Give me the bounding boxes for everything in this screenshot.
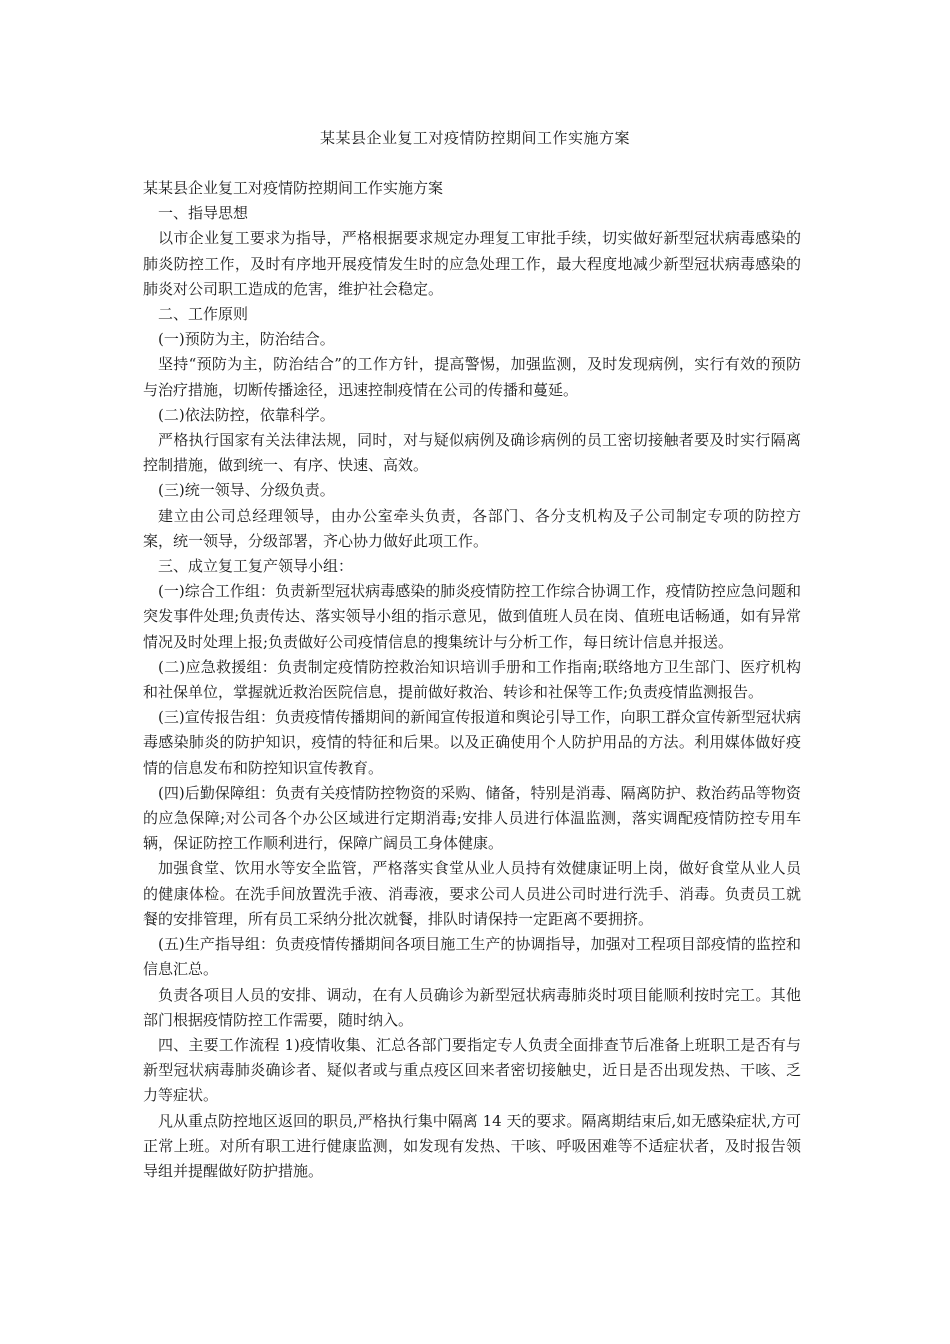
document-paragraph: 建立由公司总经理领导，由办公室牵头负责，各部门、各分支机构及子公司制定专项的防控方案，统一领导，分级部署，齐心协力做好此项工作。	[143, 506, 801, 550]
document-paragraph: 二、工作原则	[158, 305, 249, 324]
document-paragraph: (二)应急救援组：负责制定疫情防控救治知识培训手册和工作指南;联络地方卫生部门、医疗机构和社保单位，掌握就近救治医院信息，提前做好救治、转诊和社保等工作;负责疫情监测报告。	[143, 657, 801, 702]
document-body	[143, 176, 801, 1184]
document-paragraph: 严格执行国家有关法律法规，同时，对与疑似病例及确诊病例的员工密切接触者要及时实行隔离控制措施，做到统一、有序、快速、高效。	[143, 431, 801, 475]
document-paragraph: 加强食堂、饮用水等安全监管，严格落实食堂从业人员持有效健康证明上岗，做好食堂从业人员的健康体检。在洗手间放置洗手液、消毒液，要求公司人员进公司时进行洗手、消毒。负责员工就餐的安排管理，所有员工采纳分批次就餐，排队时请保持一定距离不要拥挤。	[143, 859, 801, 928]
document-paragraph: (三)宣传报告组：负责疫情传播期间的新闻宣传报道和舆论引导工作，向职工群众宣传新型冠状病毒感染肺炎的防护知识，疫情的特征和后果。以及正确使用个人防护用品的方法。利用媒体做好疫情的信息发布和防控知识宣传教育。	[143, 708, 801, 777]
document-paragraph: (五)生产指导组：负责疫情传播期间各项目施工生产的协调指导，加强对工程项目部疫情的监控和信息汇总。	[143, 935, 801, 979]
document-paragraph: 一、指导思想	[158, 204, 249, 223]
document-paragraph: 凡从重点防控地区返回的职员,严格执行集中隔离 14 天的要求。隔离期结束后,如无感染症状,方可正常上班。对所有职工进行健康监测，如发现有发热、干咳、呼吸困难等不适症状者，及时报告领导组并提醒做好防护措施。	[143, 1111, 801, 1180]
document-title: 某某县企业复工对疫情防控期间工作实施方案	[319, 129, 630, 147]
document-paragraph: 三、成立复工复产领导小组：	[158, 557, 354, 576]
document-paragraph: 坚持“预防为主，防治结合”的工作方针，提高警惕，加强监测，及时发现病例，实行有效的预防与治疗措施，切断传播途径，迅速控制疫情在公司的传播和蔓延。	[143, 355, 801, 399]
document-paragraph: (三)统一领导、分级负责。	[158, 481, 335, 500]
document-paragraph: (四)后勤保障组：负责有关疫情防控物资的采购、储备，特别是消毒、隔离防护、救治药品等物资的应急保障;对公司各个办公区域进行定期消毒;安排人员进行体温监测，落实调配疫情防控专用车辆，保证防控工作顺利进行，保障广阔员工身体健康。	[143, 783, 801, 853]
document-paragraph: 四、主要工作流程 1)疫情收集、汇总各部门要指定专人负责全面排查节后准备上班职工是否有与新型冠状病毒肺炎确诊者、疑似者或与重点疫区回来者密切接触史，近日是否出现发热、干咳、乏力等症状。	[143, 1035, 801, 1105]
document-paragraph: 以市企业复工要求为指导，严格根据要求规定办理复工审批手续，切实做好新型冠状病毒感染的肺炎防控工作，及时有序地开展疫情发生时的应急处理工作，最大程度地减少新型冠状病毒感染的肺炎对公司职工造成的危害，维护社会稳定。	[143, 229, 801, 298]
document-paragraph: (二)依法防控，依靠科学。	[158, 405, 335, 424]
document-paragraph: (一)综合工作组：负责新型冠状病毒感染的肺炎疫情防控工作综合协调工作，疫情防控应急问题和突发事件处理;负责传达、落实领导小组的指示意见，做到值班人员在岗、值班电话畅通，如有异常情况及时处理上报;负责做好公司疫情信息的搜集统计与分析工作，每日统计信息并报送。	[143, 582, 801, 651]
document-paragraph: 负责各项目人员的安排、调动，在有人员确诊为新型冠状病毒肺炎时项目能顺利按时完工。其他部门根据疫情防控工作需要，随时纳入。	[143, 985, 801, 1029]
document-paragraph: 某某县企业复工对疫情防控期间工作实施方案	[143, 179, 444, 197]
document-paragraph: (一)预防为主，防治结合。	[158, 330, 335, 349]
